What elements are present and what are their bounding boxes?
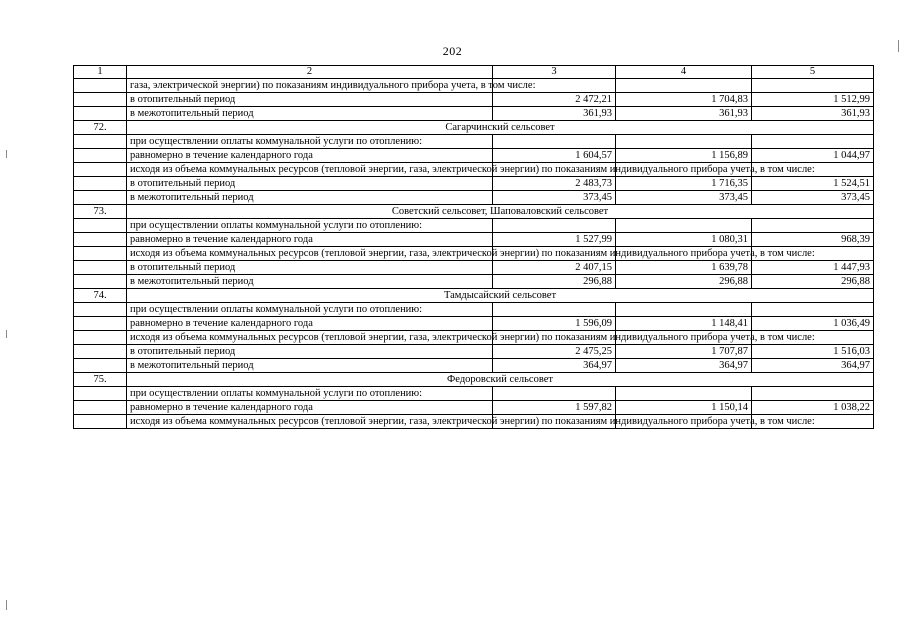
row-description: при осуществлении оплаты коммунальной услуги по отоплению: <box>127 219 493 233</box>
row-index <box>74 219 127 233</box>
value-col-5: 1 036,49 <box>752 317 874 331</box>
value-col-4: 1 080,31 <box>616 233 752 247</box>
table-row <box>74 247 874 261</box>
row-description: при осуществлении оплаты коммунальной услуги по отоплению: <box>127 303 493 317</box>
value-col-3: 373,45 <box>493 191 616 205</box>
row-description: равномерно в течение календарного года <box>127 149 493 163</box>
table-row <box>74 219 874 233</box>
row-index <box>74 163 127 177</box>
row-description: равномерно в течение календарного года <box>127 317 493 331</box>
value-col-5 <box>752 79 874 93</box>
value-col-3: 2 472,21 <box>493 93 616 107</box>
row-index: 75. <box>74 373 127 387</box>
section-row <box>74 289 874 303</box>
row-index <box>74 93 127 107</box>
value-col-3: 1 527,99 <box>493 233 616 247</box>
value-col-5 <box>752 303 874 317</box>
table-row <box>74 303 874 317</box>
row-index <box>74 331 127 345</box>
value-col-5: 968,39 <box>752 233 874 247</box>
value-col-4 <box>616 135 752 149</box>
table-row <box>74 233 874 247</box>
table-row <box>74 317 874 331</box>
row-index: 72. <box>74 121 127 135</box>
row-description: при осуществлении оплаты коммунальной услуги по отоплению: <box>127 387 493 401</box>
value-col-5: 361,93 <box>752 107 874 121</box>
row-index <box>74 275 127 289</box>
tariff-table <box>73 65 874 429</box>
value-col-4: 364,97 <box>616 359 752 373</box>
column-header: 5 <box>752 66 874 79</box>
value-col-4: 373,45 <box>616 191 752 205</box>
table-row <box>74 345 874 359</box>
row-index <box>74 177 127 191</box>
row-index <box>74 135 127 149</box>
value-col-5: 1 512,99 <box>752 93 874 107</box>
row-index <box>74 79 127 93</box>
row-description: в межотопительный период <box>127 359 493 373</box>
scan-margin-mark <box>6 150 7 158</box>
row-description: исходя из объема коммунальных ресурсов (тепловой энергии, газа, электрической энергии) по показаниям индивидуального прибора учета, в том числе: <box>127 415 493 429</box>
value-col-3 <box>493 135 616 149</box>
value-col-5: 1 516,03 <box>752 345 874 359</box>
row-description: при осуществлении оплаты коммунальной услуги по отоплению: <box>127 135 493 149</box>
row-index <box>74 359 127 373</box>
value-col-5: 1 038,22 <box>752 401 874 415</box>
value-col-4 <box>616 303 752 317</box>
value-col-5: 373,45 <box>752 191 874 205</box>
column-header: 4 <box>616 66 752 79</box>
section-title: Федоровский сельсовет <box>127 373 874 387</box>
table-row <box>74 387 874 401</box>
row-index <box>74 317 127 331</box>
row-index <box>74 247 127 261</box>
value-col-3: 2 483,73 <box>493 177 616 191</box>
table-row <box>74 401 874 415</box>
row-description: равномерно в течение календарного года <box>127 401 493 415</box>
value-col-4: 1 704,83 <box>616 93 752 107</box>
row-index <box>74 303 127 317</box>
row-index <box>74 107 127 121</box>
table-row <box>74 149 874 163</box>
row-description: в межотопительный период <box>127 275 493 289</box>
value-col-3 <box>493 387 616 401</box>
row-index <box>74 149 127 163</box>
row-description: в отопительный период <box>127 93 493 107</box>
value-col-4: 1 150,14 <box>616 401 752 415</box>
row-index <box>74 233 127 247</box>
section-row <box>74 205 874 219</box>
value-col-4: 1 707,87 <box>616 345 752 359</box>
table-row <box>74 93 874 107</box>
value-col-5: 296,88 <box>752 275 874 289</box>
row-description: в отопительный период <box>127 345 493 359</box>
value-col-4: 1 639,78 <box>616 261 752 275</box>
value-col-3 <box>493 303 616 317</box>
column-header: 2 <box>127 66 493 79</box>
section-title: Тамдысайский сельсовет <box>127 289 874 303</box>
table-row <box>74 415 874 429</box>
value-col-4: 1 156,89 <box>616 149 752 163</box>
row-index <box>74 415 127 429</box>
value-col-3: 361,93 <box>493 107 616 121</box>
scan-margin-mark <box>898 40 899 52</box>
section-title: Советский сельсовет, Шаповаловский сельсовет <box>127 205 874 219</box>
table-row <box>74 177 874 191</box>
row-description: исходя из объема коммунальных ресурсов (тепловой энергии, газа, электрической энергии) по показаниям индивидуального прибора учета, в том числе: <box>127 331 493 345</box>
row-description: в отопительный период <box>127 261 493 275</box>
table-row <box>74 135 874 149</box>
row-index <box>74 387 127 401</box>
table-row <box>74 331 874 345</box>
value-col-4: 361,93 <box>616 107 752 121</box>
value-col-4 <box>616 387 752 401</box>
column-header: 3 <box>493 66 616 79</box>
value-col-5 <box>752 135 874 149</box>
table-row <box>74 359 874 373</box>
scan-margin-mark <box>6 600 7 610</box>
value-col-3: 296,88 <box>493 275 616 289</box>
table-row <box>74 107 874 121</box>
table-row <box>74 261 874 275</box>
value-col-4: 1 148,41 <box>616 317 752 331</box>
row-description: равномерно в течение календарного года <box>127 233 493 247</box>
row-description: газа, электрической энергии) по показаниям индивидуального прибора учета, в том числе: <box>127 79 493 93</box>
row-index <box>74 401 127 415</box>
section-row <box>74 373 874 387</box>
page-number: 202 <box>442 44 463 58</box>
value-col-4: 296,88 <box>616 275 752 289</box>
value-col-3: 1 597,82 <box>493 401 616 415</box>
row-description: в межотопительный период <box>127 191 493 205</box>
section-row <box>74 121 874 135</box>
value-col-5: 1 044,97 <box>752 149 874 163</box>
row-index <box>74 261 127 275</box>
value-col-3: 2 475,25 <box>493 345 616 359</box>
row-index: 73. <box>74 205 127 219</box>
value-col-3 <box>493 219 616 233</box>
row-index: 74. <box>74 289 127 303</box>
value-col-5: 1 524,51 <box>752 177 874 191</box>
table-row <box>74 163 874 177</box>
table-row <box>74 275 874 289</box>
row-index <box>74 191 127 205</box>
table-row <box>74 191 874 205</box>
row-description: в отопительный период <box>127 177 493 191</box>
section-title: Сагарчинский сельсовет <box>127 121 874 135</box>
value-col-4: 1 716,35 <box>616 177 752 191</box>
value-col-4 <box>616 219 752 233</box>
value-col-3: 1 596,09 <box>493 317 616 331</box>
value-col-4 <box>616 79 752 93</box>
value-col-5: 364,97 <box>752 359 874 373</box>
table-header-row <box>74 66 874 79</box>
value-col-5 <box>752 219 874 233</box>
row-description: исходя из объема коммунальных ресурсов (тепловой энергии, газа, электрической энергии) по показаниям индивидуального прибора учета, в том числе: <box>127 163 493 177</box>
table-row <box>74 79 874 93</box>
row-index <box>74 345 127 359</box>
value-col-3: 2 407,15 <box>493 261 616 275</box>
scan-margin-mark <box>6 330 7 338</box>
column-header: 1 <box>74 66 127 79</box>
value-col-5 <box>752 387 874 401</box>
value-col-3: 1 604,57 <box>493 149 616 163</box>
row-description: в межотопительный период <box>127 107 493 121</box>
row-description: исходя из объема коммунальных ресурсов (тепловой энергии, газа, электрической энергии) по показаниям индивидуального прибора учета, в том числе: <box>127 247 493 261</box>
value-col-5: 1 447,93 <box>752 261 874 275</box>
value-col-3: 364,97 <box>493 359 616 373</box>
